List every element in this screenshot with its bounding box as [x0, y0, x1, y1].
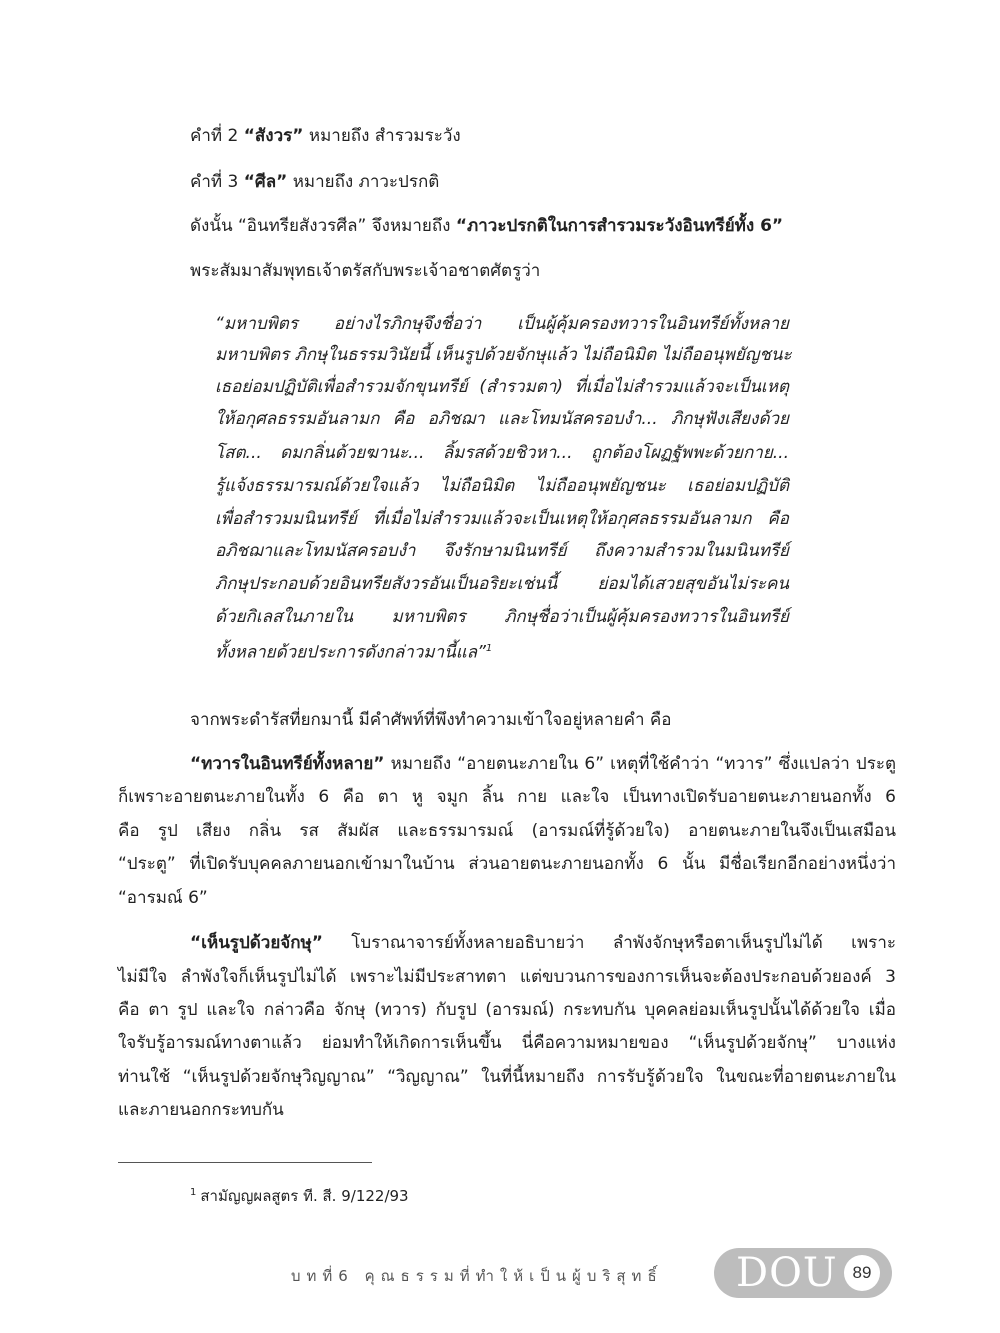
footnote-divider	[118, 1162, 372, 1163]
footnote-mark: 1	[190, 1187, 197, 1198]
paragraph-line: ไม่มีใจ ลำพังใจก็เห็นรูปไม่ได้ เพราะไม่มีประสาทตา แต่ขบวนการของการเห็นจะต้องประกอบด้วยองค์ 3	[118, 967, 896, 987]
terms-intro: จากพระดำรัสที่ยกมานี้ มีคำศัพท์ที่พึงทำความเข้าใจอยู่หลายคำ คือ	[190, 710, 672, 730]
quote-line: โสต... ดมกลิ่นด้วยฆานะ... ลิ้มรสด้วยชิวหา... ถูกต้องโผฏฐัพพะด้วยกาย...	[215, 443, 789, 463]
paragraph-seeing-first-line	[190, 931, 896, 955]
page-number: 89	[844, 1255, 880, 1291]
quote-line: เธอย่อมปฏิบัติเพื่อสำรวมจักขุนทรีย์ (สำรวมตา) ที่เมื่อไม่สำรวมแล้วจะเป็นเหตุ	[215, 377, 789, 397]
definition-suffix: หมายถึง ภาวะปรกติ	[287, 172, 440, 192]
quote-line: “มหาบพิตร อย่างไรภิกษุจึงชื่อว่า เป็นผู้คุ้มครองทวารในอินทรีย์ทั้งหลาย	[215, 314, 789, 334]
definition-suffix: หมายถึง สำรวมระวัง	[303, 126, 461, 146]
chapter-title: บทที่6 คุณธรรมที่ทำให้เป็นผู้บริสุทธิ์	[291, 1267, 663, 1285]
definition-samvara	[190, 124, 461, 148]
paragraph-last-line: “อารมณ์ 6”	[118, 888, 208, 908]
definition-term: “สังวร”	[243, 126, 304, 146]
dou-logo: DOU	[736, 1250, 838, 1296]
footnote	[190, 1184, 409, 1208]
footnote-reference: 1	[485, 643, 493, 654]
paragraph-line: คือ รูป เสียง กลิ่น รส สัมผัส และธรรมารมณ์ (อารมณ์ที่รู้ด้วยใจ) อายตนะภายในจึงเป็นเสมือน	[118, 821, 896, 841]
definition-prefix: คำที่ 3	[190, 172, 244, 192]
paragraph-line: คือ ตา รูป และใจ กล่าวคือ จักษุ (ทวาร) กับรูป (อารมณ์) กระทบกัน บุคคลย่อมเห็นรูปนั้นได้ด้วยใจ เมื่อ	[118, 1000, 896, 1020]
paragraph-line: ท่านใช้ “เห็นรูปด้วยจักษุวิญญาณ” “วิญญาณ” ในที่นี้หมายถึง การรับรู้ด้วยใจ ในขณะที่อายตนะภายใน	[118, 1067, 896, 1087]
quote-line: รู้แจ้งธรรมารมณ์ด้วยใจแล้ว ไม่ถือนิมิต ไม่ถืออนุพยัญชนะ เธอย่อมปฏิบัติ	[215, 476, 789, 496]
quote-line: อภิชฌาและโทมนัสครอบงำ จึงรักษามนินทรีย์ ถึงความสำรวมในมนินทรีย์	[215, 541, 789, 561]
paragraph-line: ก็เพราะอายตนะภายในทั้ง 6 คือ ตา หู จมูก ลิ้น กาย และใจ เป็นทางเปิดรับอายตนะภายนอกทั้ง 6	[118, 787, 896, 807]
definition-term: “ศีล”	[243, 172, 288, 192]
definition-prefix: คำที่ 2	[190, 126, 244, 146]
paragraph-last-line: และภายนอกกระทบกัน	[118, 1100, 284, 1120]
page-badge	[714, 1248, 892, 1298]
quote-line: ด้วยกิเลสในภายใน มหาบพิตร ภิกษุชื่อว่าเป็นผู้คุ้มครองทวารในอินทรีย์	[215, 607, 789, 627]
footnote-text: สามัญญผลสูตร ที. สี. 9/122/93	[200, 1187, 409, 1205]
paragraph-line: “ประตู” ที่เปิดรับบุคคลภายนอกเข้ามาในบ้าน ส่วนอายตนะภายนอกทั้ง 6 นั้น มีชื่อเรียกอีกอย่างหนึ่งว่า	[118, 854, 896, 874]
paragraph-text: หมายถึง “อายตนะภายใน 6” เหตุที่ใช้คำว่า “ทวาร” ซึ่งแปลว่า ประตู	[384, 754, 896, 774]
quote-last-text: ทั้งหลายด้วยประการดังกล่าวมานี้แล”	[215, 642, 486, 663]
paragraph-line: ใจรับรู้อารมณ์ทางตาแล้ว ย่อมทำให้เกิดการเห็นขึ้น นี่คือความหมายของ “เห็นรูปด้วยจักษุ” บางแห่ง	[118, 1033, 896, 1053]
paragraph-term: “เห็นรูปด้วยจักษุ”	[190, 933, 323, 953]
paragraph-text: โบราณาจารย์ทั้งหลายอธิบายว่า ลำพังจักษุหรือตาเห็นรูปไม่ได้ เพราะ	[322, 933, 896, 953]
quote-line: ให้อกุศลธรรมอันลามก คือ อภิชฌา และโทมนัสครอบงำ... ภิกษุฟังเสียงด้วย	[215, 409, 789, 429]
quote-line: เพื่อสำรวมมนินทรีย์ ที่เมื่อไม่สำรวมแล้วจะเป็นเหตุให้อกุศลธรรมอันลามก คือ	[215, 509, 789, 529]
paragraph-dvara-first-line	[190, 752, 896, 776]
definition-conclusion	[190, 214, 783, 238]
quote-line: มหาบพิตร ภิกษุในธรรมวินัยนี้ เห็นรูปด้วยจักษุแล้ว ไม่ถือนิมิต ไม่ถืออนุพยัญชนะ	[215, 345, 792, 365]
quote-last-line	[215, 637, 492, 665]
definition-prefix: ดังนั้น “อินทรียสังวรศีล” จึงหมายถึง	[190, 216, 456, 236]
definition-term: “ภาวะปรกติในการสำรวมระวังอินทรีย์ทั้ง 6”	[455, 216, 784, 236]
quote-introduction: พระสัมมาสัมพุทธเจ้าตรัสกับพระเจ้าอชาตศัตรูว่า	[190, 261, 541, 281]
definition-sila	[190, 170, 439, 194]
paragraph-term: “ทวารในอินทรีย์ทั้งหลาย”	[190, 754, 385, 774]
quote-line: ภิกษุประกอบด้วยอินทรียสังวรอันเป็นอริยะเช่นนี้ ย่อมได้เสวยสุขอันไม่ระคน	[215, 574, 789, 594]
